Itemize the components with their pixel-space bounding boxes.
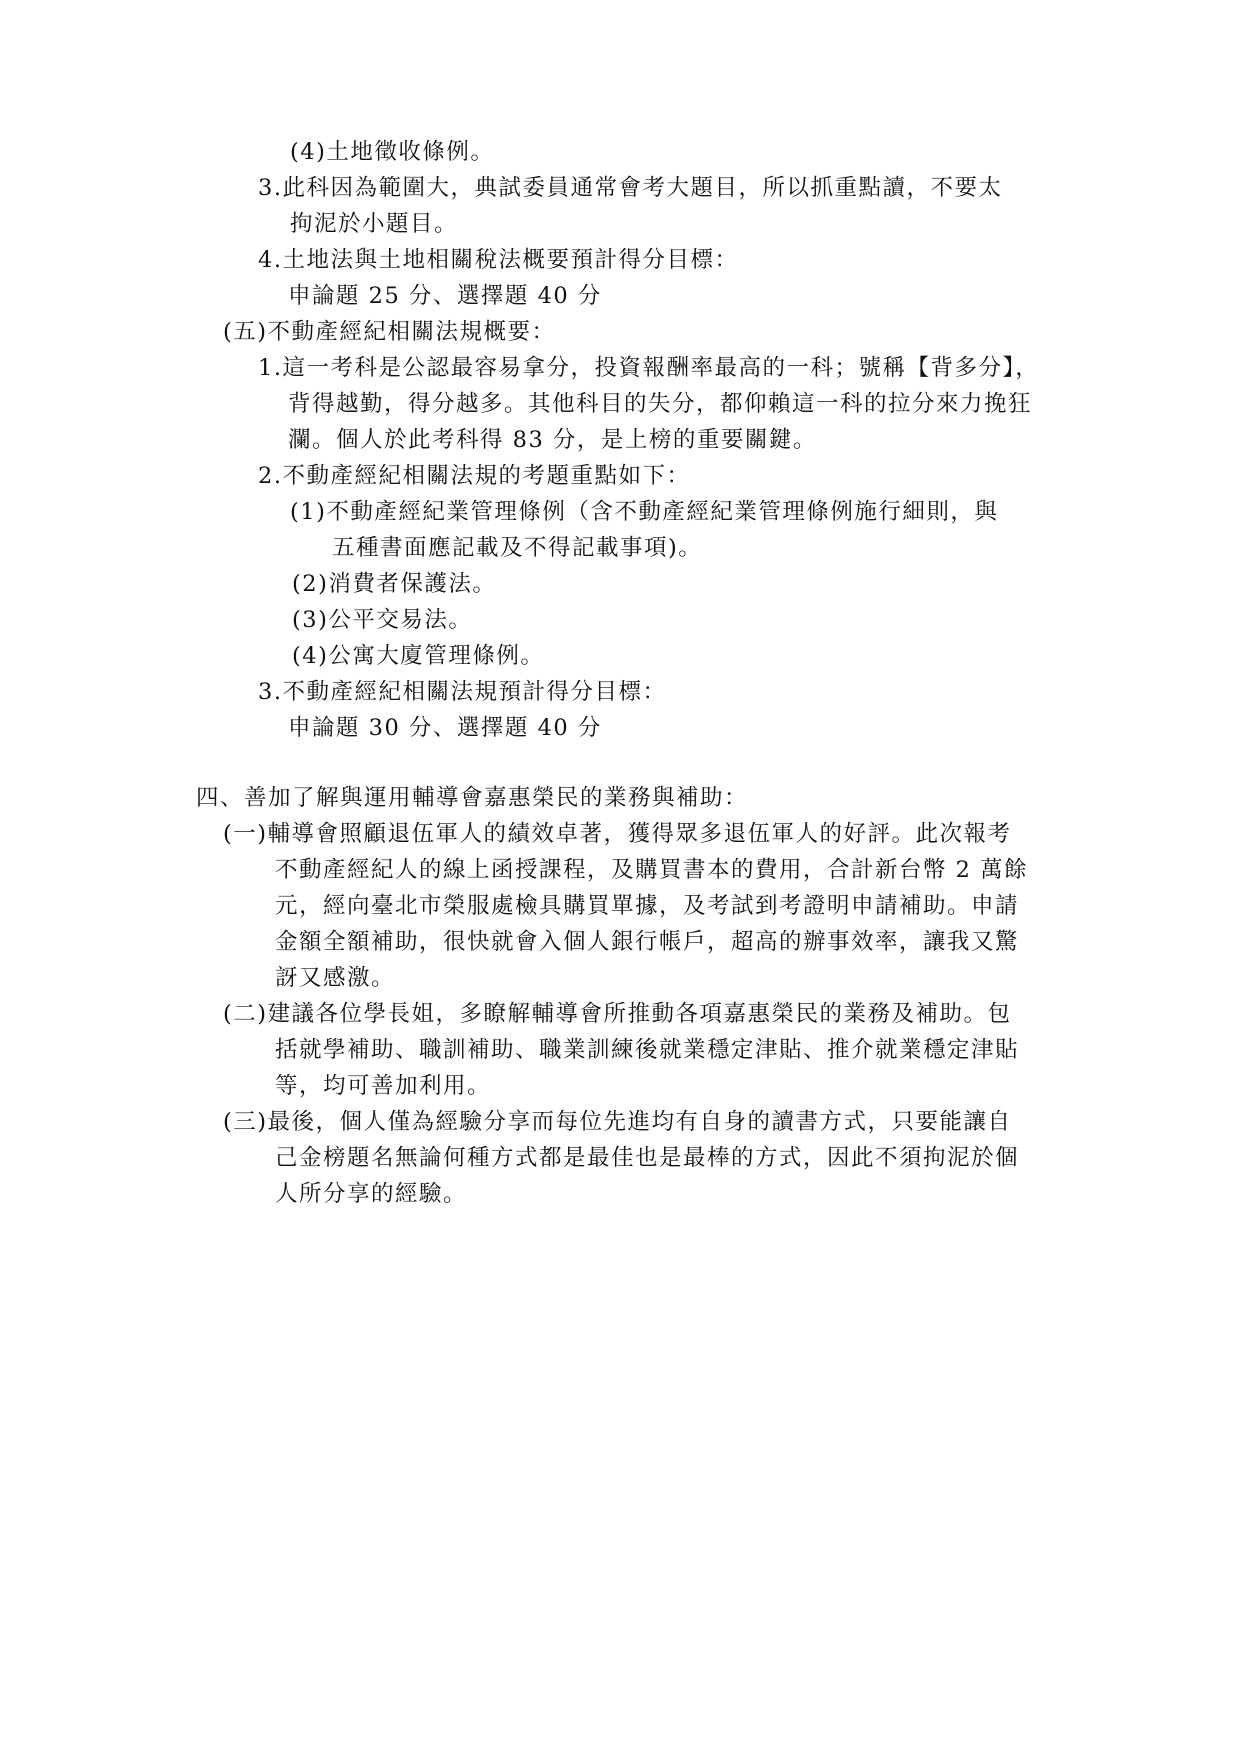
para2-line1: (二)建議各位學長姐，多瞭解輔導會所推動各項嘉惠榮民的業務及補助。包 (223, 1001, 1012, 1027)
section-five-item2-sub1-line2: 五種書面應記載及不得記載事項)。 (332, 535, 703, 561)
para1-line1: (一)輔導會照顧退伍軍人的績效卓著，獲得眾多退伍軍人的好評。此次報考 (223, 821, 1012, 847)
section-five-item1-line1: 1.這一考科是公認最容易拿分，投資報酬率最高的一科；號稱【背多分】， (258, 355, 1040, 381)
section-five-heading: (五)不動產經紀相關法規概要： (223, 319, 556, 345)
section-five-item2-sub4: (4)公寓大廈管理條例。 (292, 643, 545, 669)
para3-line3: 人所分享的經驗。 (275, 1181, 468, 1207)
para1-line3: 元，經向臺北市榮服處檢具購買單據，及考試到考證明申請補助。申請 (275, 893, 1020, 919)
section-five-item3-line1: 3.不動產經紀相關法規預計得分目標： (258, 679, 667, 705)
para2-line2: 括就學補助、職訓補助、職業訓練後就業穩定津貼、推介就業穩定津貼 (275, 1037, 1020, 1063)
section-four-heading: 四、善加了解與運用輔導會嘉惠榮民的業務與補助： (196, 785, 749, 811)
section-five-item2-heading: 2.不動產經紀相關法規的考題重點如下： (258, 463, 691, 489)
section-five-item2-sub1-line1: (1)不動產經紀業管理條例（含不動產經紀業管理條例施行細則，與 (290, 499, 999, 525)
land-expropriation-item: (4)土地徵收條例。 (290, 139, 495, 165)
section-five-item1-line2: 背得越勤，得分越多。其他科目的失分，都仰賴這一科的拉分來力挽狂 (288, 391, 1033, 417)
land-tax-item3-line1: 3.此科因為範圍大，典試委員通常會考大題目，所以抓重點讀，不要太 (258, 175, 1003, 201)
para3-line1: (三)最後，個人僅為經驗分享而每位先進均有自身的讀書方式，只要能讓自 (223, 1109, 1012, 1135)
para3-line2: 己金榜題名無論何種方式都是最佳也是最棒的方式，因此不須拘泥於個 (275, 1145, 1020, 1171)
section-five-score-target: 申論題 30 分、選擇題 40 分 (288, 715, 602, 741)
para1-line5: 訝又感激。 (275, 965, 396, 991)
land-tax-item4-line1: 4.土地法與土地相關稅法概要預計得分目標： (258, 247, 739, 273)
land-tax-score-target: 申論題 25 分、選擇題 40 分 (288, 283, 602, 309)
para1-line4: 金額全額補助，很快就會入個人銀行帳戶，超高的辦事效率，讓我又驚 (275, 929, 1020, 955)
para1-line2: 不動產經紀人的線上函授課程，及購買書本的費用，合計新台幣 2 萬餘 (275, 857, 1029, 883)
section-five-item2-sub3: (3)公平交易法。 (292, 607, 473, 633)
section-five-item1-line3: 瀾。個人於此考科得 83 分，是上榜的重要關鍵。 (288, 427, 817, 453)
section-five-item2-sub2: (2)消費者保護法。 (292, 571, 497, 597)
land-tax-item3-line2: 拘泥於小題目。 (290, 211, 459, 237)
para2-line3: 等，均可善加利用。 (275, 1073, 492, 1099)
